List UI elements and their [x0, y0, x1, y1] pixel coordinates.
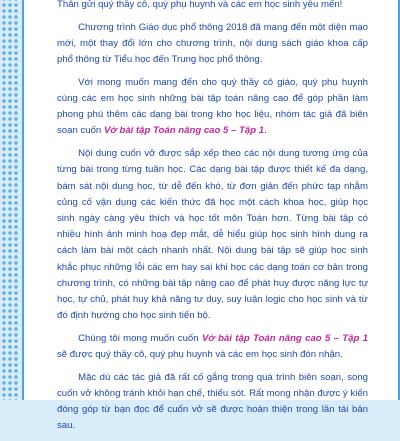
- paragraph-2-end: .: [264, 125, 267, 137]
- paragraph-4-end: sẽ được quý thầy cô, quý phụ huynh và các em học sinh đón nhận.: [57, 349, 343, 361]
- paragraph-4-text: Chúng tôi mong muốn cuốn: [78, 332, 202, 344]
- paragraph-4: [57, 331, 368, 363]
- book-title: Vở bài tập Toán nâng cao 5 – Tập 1: [103, 125, 265, 137]
- paragraph-3: Nội dung cuốn vở được sắp xếp theo các nội dung tương ứng của từng bài trong từng tuần học. Các dạng bài tập được thiết kế đa dạng, bám sát nội dung học, từ dễ đến khó, từ đơn giản đến phức tạp nhằm củng cố vận dụng các kiến thức đã học một cách khoa học, giúp học sinh ngày càng yêu thích và học tốt môn Toán hơn. Từng bài tập có nhiều hình ảnh minh hoạ đẹp mắt, dễ hiểu giúp học sinh hình dung ra cách làm bài một cách nhanh nhất. Nội dung bài tập sẽ giúp học sinh khắc phục những lỗi các em hay sai khi học các dạng toán cơ bản trong chương trình, có những bài tập nâng cao để phát huy được năng lực tự học, tự chủ, phát huy khả năng tư duy, suy luận logic cho học sinh và từ đó định hướng cho học sinh tiến bộ.: [57, 148, 368, 322]
- dotted-margin: [0, 0, 18, 400]
- paragraph-5: Mặc dù các tác giả đã rất cố gắng trong quá trình biên soạn, song cuốn vở không tránh khỏi hạn chế, thiếu sót. Rất mong nhận được ý kiến đóng góp từ bạn đọc để cuốn vở sẽ được hoàn thiện trong lần tái bản sau.: [57, 371, 368, 432]
- paragraph-2: [57, 75, 368, 140]
- book-title: Vở bài tập Toán nâng cao 5 – Tập 1: [201, 332, 369, 344]
- page: [22, 0, 400, 432]
- paragraph-1: Chương trình Giáo dục phổ thông 2018 đã mang đến một diện mạo mới, một thay đổi lớn cho chương trình, nội dung sách giáo khoa cấp phổ thông từ Tiểu học đến Trung học phổ thông.: [57, 21, 368, 66]
- paragraph-2-text: Với mong muốn mang đến cho quý thầy cô giáo, quý phụ huynh cùng các em học sinh những bài tập toán nâng cao để góp phần làm phong phú thêm các dạng bài trong kho học liệu, nhóm tác giả đã biên soạn cuốn: [57, 76, 368, 137]
- preface-text: [57, 0, 368, 441]
- greeting: Thân gửi quý thầy cô, quý phụ huynh và các em học sinh yêu mến!: [57, 0, 343, 10]
